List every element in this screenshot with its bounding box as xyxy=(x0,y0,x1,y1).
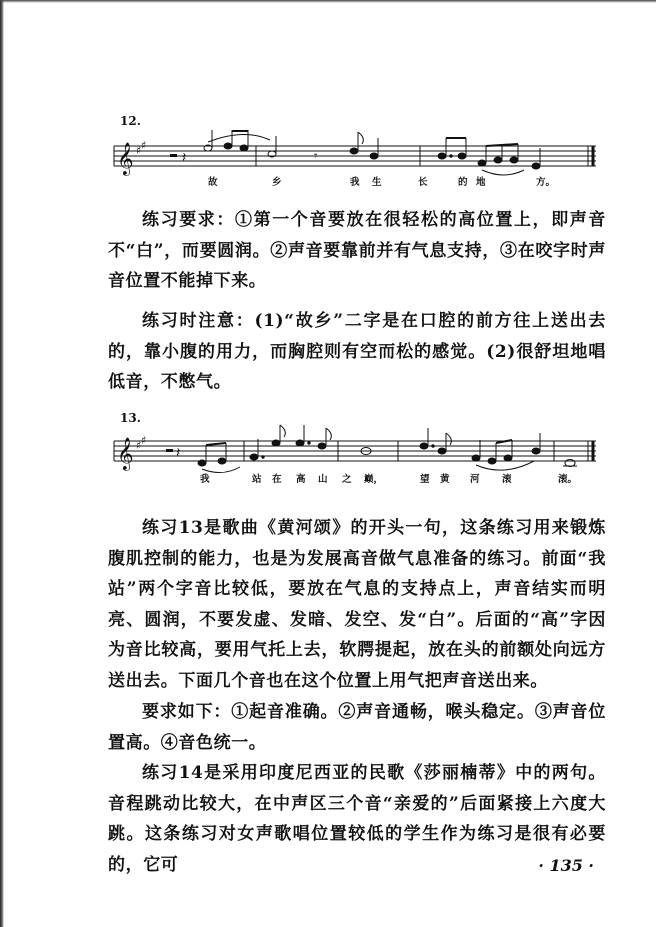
lyric-syllable: 我 xyxy=(350,177,360,188)
lyric-syllable: 生 xyxy=(372,177,382,188)
lyric-syllable: 的 xyxy=(458,177,468,188)
treble-clef-icon: 𝄞 xyxy=(117,142,134,175)
rest-icon: 𝄽 xyxy=(182,150,187,166)
svg-text:𝄽: 𝄽 xyxy=(176,445,181,461)
paragraph-requirements xyxy=(108,205,606,297)
treble-clef-icon: 𝄞 xyxy=(117,437,134,470)
staff-notation xyxy=(104,421,604,485)
lyric-syllable: 河 xyxy=(470,474,480,485)
rest-icon xyxy=(166,449,173,452)
svg-text:♯: ♯ xyxy=(141,139,147,152)
rest-icon xyxy=(170,154,177,157)
text-block: 练习13是歌曲《黄河颂》的开头一句，这条练习用来锻炼腹肌控制的能力，也是为发展高音做气息准备的练习。前面“我站”两个字音比较低，要放在气息的支持点上，声音结实而明亮、圆润，不要发虚、发暗、发空、发“白”。后面的“高”字因为音比较高，要用气托上去，软腭提起，放在头的前额处向远方送出去。下面几个音也在这个位置上用气把声音送出来。 xyxy=(108,518,606,691)
lyric-syllable: 巅， xyxy=(364,474,384,485)
lyric-syllable: 黄 xyxy=(440,474,450,485)
lyric-syllable: 方。 xyxy=(536,177,556,188)
lyric-syllable: 我 xyxy=(200,474,210,485)
lyric-syllable: 滚。 xyxy=(558,474,578,485)
paragraph-exercise-13 xyxy=(108,513,606,696)
svg-text:𝄾: 𝄾 xyxy=(314,149,318,164)
scan-shadow-top xyxy=(0,0,656,3)
lyric-syllable: 高 xyxy=(296,474,306,485)
music-example-12 xyxy=(104,112,604,192)
lyric-syllable: 地 xyxy=(476,177,486,188)
lyric-syllable: 望 xyxy=(420,474,430,485)
example-number: 13. xyxy=(120,411,141,425)
example-number: 12. xyxy=(120,114,141,128)
paragraph-notes xyxy=(108,306,606,398)
text-block: 练习要求：①第一个音要放在很轻松的高位置上，即声音不“白”，而要圆润。②声音要靠前并有气息支持，③在咬字时声音位置不能掉下来。 xyxy=(108,210,606,291)
lyric-syllable: 乡 xyxy=(272,177,282,188)
lyric-syllable: 滚 xyxy=(502,474,512,485)
lyric-syllable: 在 xyxy=(272,474,282,485)
scan-shadow-left xyxy=(0,0,4,927)
lyric-syllable: 站 xyxy=(252,474,262,485)
sharp-icon: ♯ xyxy=(136,144,142,157)
lyric-syllable: 长 xyxy=(418,177,428,188)
lyric-syllable: 故 xyxy=(208,177,218,188)
paragraph-requirements-2 xyxy=(108,697,606,758)
sharp-icon: ♯ xyxy=(136,439,142,452)
lyric-syllable: 之 xyxy=(342,474,352,485)
page-number: · 135 · xyxy=(538,856,594,875)
text-block: 练习14是采用印度尼西亚的民歌《莎丽楠蒂》中的两句。音程跳动比较大，在中声区三个音“亲爱的”后面紧接上六度大跳。这条练习对女声歌唱位置较低的学生作为练习是很有必要的，它可 xyxy=(108,763,606,875)
paragraph-exercise-14 xyxy=(108,758,606,880)
text-block: 练习时注意：(1)“故乡”二字是在口腔的前方往上送出去的，靠小腹的用力，而胸腔则有空而松的感觉。(2)很舒坦地唱低音，不憋气。 xyxy=(108,311,606,392)
text-block: 要求如下：①起音准确。②声音通畅，喉头稳定。③声音位置高。④音色统一。 xyxy=(108,702,606,753)
svg-text:♯: ♯ xyxy=(141,434,147,447)
lyric-syllable: 山 xyxy=(318,474,328,485)
music-example-13 xyxy=(104,405,604,487)
